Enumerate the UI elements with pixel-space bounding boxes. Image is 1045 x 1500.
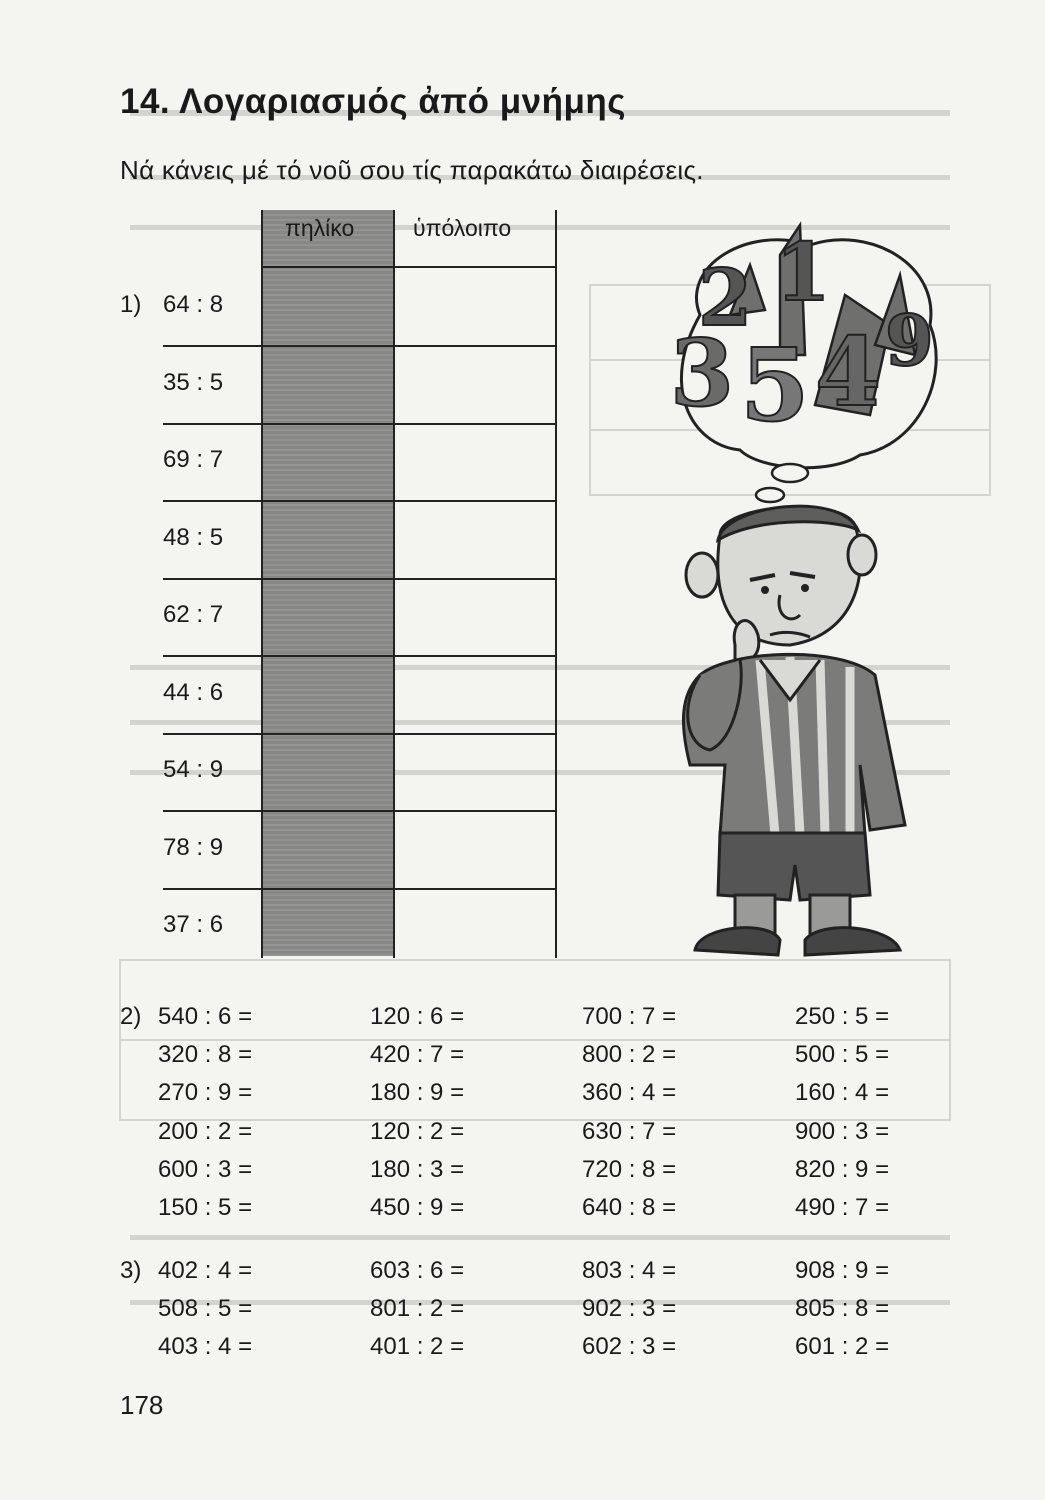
mental-division-problem: 403 : 4 = bbox=[158, 1333, 253, 1360]
division-problem: 78 : 9 bbox=[163, 833, 224, 861]
section-3-label: 3) bbox=[120, 1257, 142, 1284]
row-separator-line bbox=[163, 500, 557, 502]
mental-division-problem: 902 : 3 = bbox=[582, 1295, 677, 1322]
mental-division-problem: 200 : 2 = bbox=[158, 1117, 253, 1145]
row-separator-line bbox=[163, 345, 557, 347]
mental-division-problem: 450 : 9 = bbox=[370, 1194, 465, 1221]
mental-division-problem: 801 : 2 = bbox=[370, 1295, 465, 1322]
division-problem: 48 : 5 bbox=[163, 523, 224, 551]
mental-division-problem: 402 : 4 = bbox=[158, 1257, 253, 1284]
mental-division-problem: 500 : 5 = bbox=[795, 1041, 890, 1069]
mental-division-problem: 700 : 7 = bbox=[582, 1003, 677, 1030]
table-divider bbox=[261, 210, 263, 958]
thinking-boy-icon bbox=[640, 205, 960, 965]
mental-division-problem: 600 : 3 = bbox=[158, 1155, 253, 1183]
division-problem: 37 : 6 bbox=[163, 911, 224, 938]
mental-division-problem: 180 : 9 = bbox=[370, 1079, 465, 1107]
mental-division-problem: 180 : 3 = bbox=[370, 1155, 465, 1183]
row-separator-line bbox=[163, 733, 557, 735]
mental-division-problem: 508 : 5 = bbox=[158, 1295, 253, 1322]
bubble-digit: 3 bbox=[670, 319, 735, 427]
mental-division-problem: 900 : 3 = bbox=[795, 1117, 890, 1145]
row-separator-line bbox=[163, 578, 557, 580]
mental-division-problem: 360 : 4 = bbox=[582, 1079, 677, 1107]
header-remainder: ὑπόλοιπο bbox=[413, 215, 512, 241]
bubble-digit: 5 bbox=[740, 326, 810, 444]
header-quotient: πηλίκο bbox=[285, 215, 355, 241]
division-problem: 54 : 9 bbox=[163, 756, 224, 783]
quotient-column-shading bbox=[262, 210, 394, 956]
section-2-label: 2) bbox=[120, 1003, 142, 1030]
bubble-digit: 4 bbox=[815, 317, 882, 428]
division-problem: 69 : 7 bbox=[163, 446, 224, 473]
mental-division-problem: 401 : 2 = bbox=[370, 1333, 465, 1360]
bubble-digit: 1 bbox=[775, 225, 831, 319]
bubble-digit: 2 bbox=[698, 253, 753, 344]
mental-division-problem: 420 : 7 = bbox=[370, 1041, 465, 1069]
row-separator-line bbox=[163, 810, 557, 812]
division-problem: 35 : 5 bbox=[163, 368, 224, 396]
section-1-label: 1) bbox=[120, 291, 142, 318]
exercise-instruction: Νά κάνεις μέ τό νοῦ σου τίς παρακάτω διαιρέσεις. bbox=[120, 155, 704, 185]
mental-division-problem: 720 : 8 = bbox=[582, 1155, 677, 1183]
division-problem: 44 : 6 bbox=[163, 678, 224, 706]
table-divider bbox=[393, 210, 395, 958]
table-divider bbox=[555, 210, 557, 958]
mental-division-problem: 820 : 9 = bbox=[795, 1155, 890, 1183]
mental-division-problem: 603 : 6 = bbox=[370, 1257, 465, 1284]
division-problem: 62 : 7 bbox=[163, 601, 224, 628]
mental-division-problem: 602 : 3 = bbox=[582, 1333, 677, 1360]
page-number: 178 bbox=[120, 1390, 164, 1420]
mental-division-problem: 640 : 8 = bbox=[582, 1194, 677, 1221]
mental-division-problem: 540 : 6 = bbox=[158, 1003, 253, 1030]
mental-division-problem: 630 : 7 = bbox=[582, 1117, 677, 1145]
mental-division-problem: 250 : 5 = bbox=[795, 1003, 890, 1030]
mental-division-problem: 805 : 8 = bbox=[795, 1295, 890, 1322]
mental-division-problem: 908 : 9 = bbox=[795, 1257, 890, 1284]
mental-division-problem: 803 : 4 = bbox=[582, 1257, 677, 1284]
mental-division-problem: 320 : 8 = bbox=[158, 1041, 253, 1069]
mental-division-problem: 270 : 9 = bbox=[158, 1079, 253, 1107]
mental-division-problem: 120 : 2 = bbox=[370, 1117, 465, 1145]
bubble-digit: 9 bbox=[885, 299, 934, 382]
exercise-title: 14. Λογαριασμός ἀπό μνήμης bbox=[120, 82, 627, 121]
mental-division-problem: 800 : 2 = bbox=[582, 1041, 677, 1069]
row-separator-line bbox=[163, 423, 557, 425]
mental-division-problem: 150 : 5 = bbox=[158, 1194, 253, 1221]
row-separator-line bbox=[163, 655, 557, 657]
division-problem: 64 : 8 bbox=[163, 291, 224, 318]
row-separator-line bbox=[163, 888, 557, 890]
mental-division-problem: 490 : 7 = bbox=[795, 1194, 890, 1221]
mental-division-problem: 601 : 2 = bbox=[795, 1333, 890, 1360]
mental-division-problem: 160 : 4 = bbox=[795, 1079, 890, 1107]
mental-division-problem: 120 : 6 = bbox=[370, 1003, 465, 1030]
table-header-line bbox=[261, 266, 557, 268]
